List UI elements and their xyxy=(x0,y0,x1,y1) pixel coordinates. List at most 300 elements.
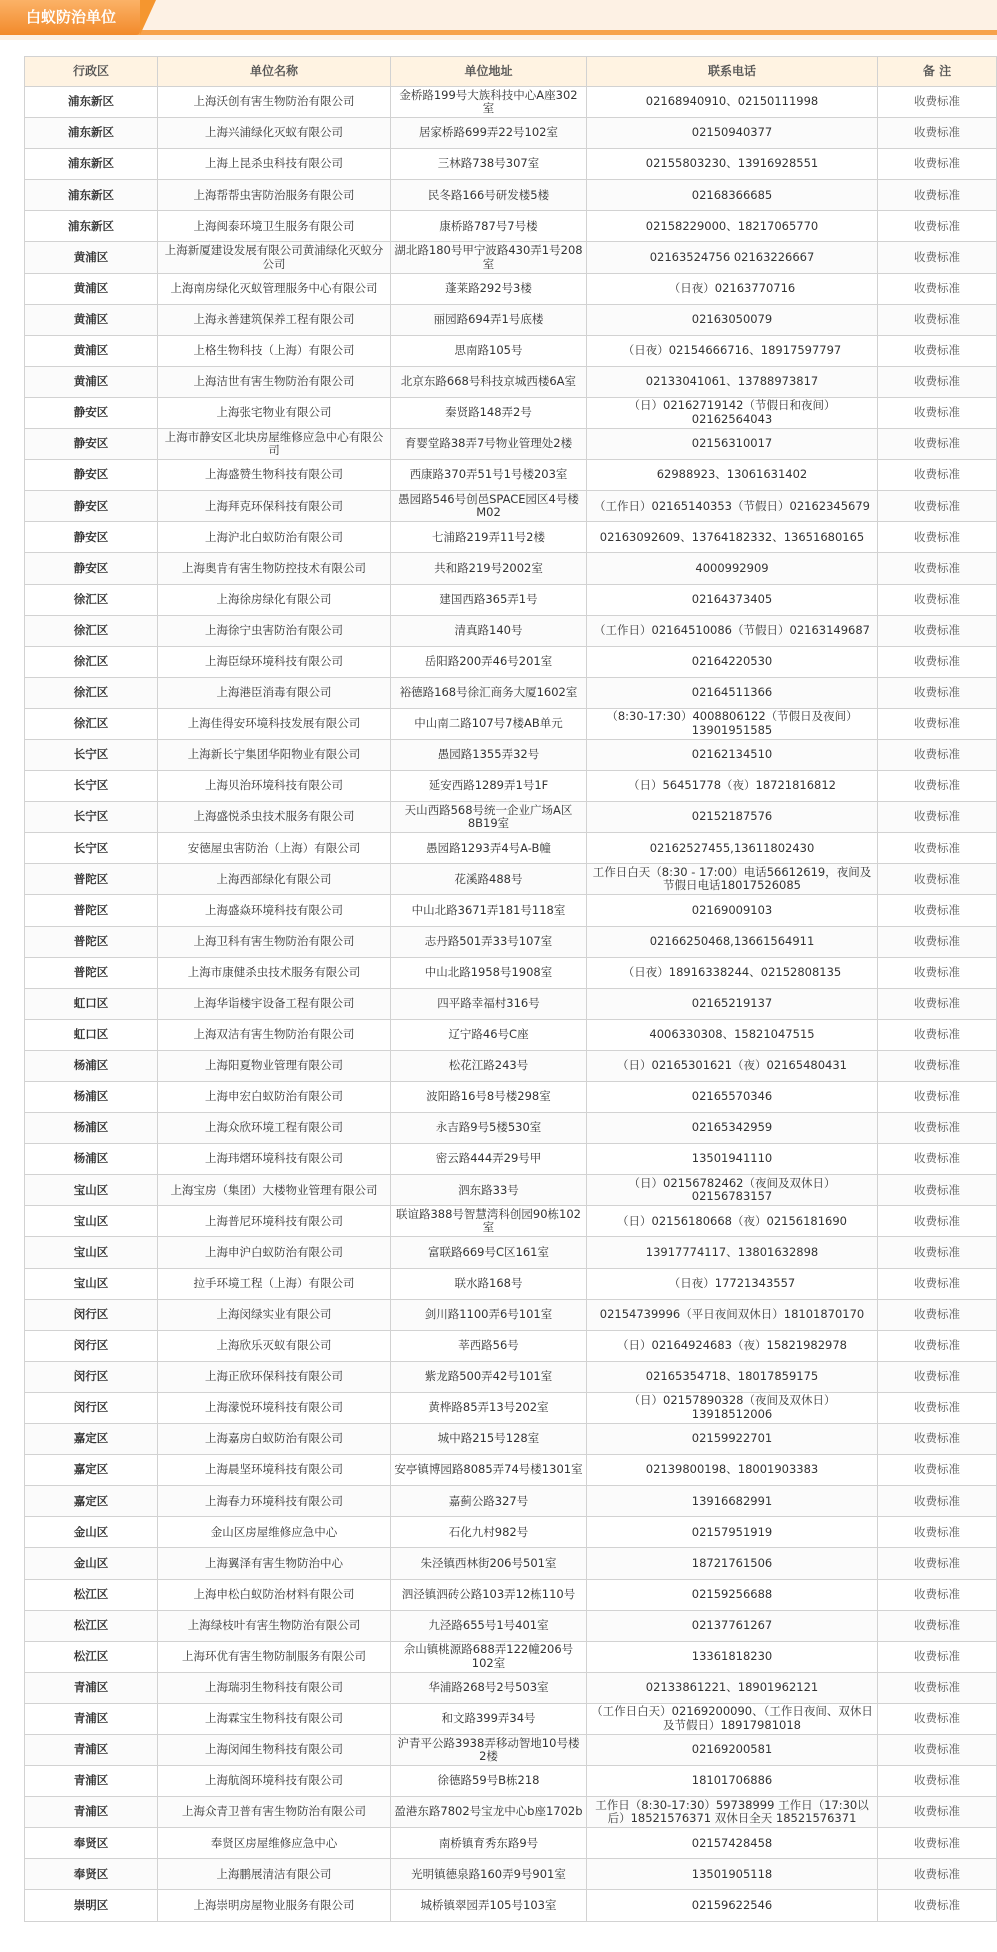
row-address: 七浦路219弄11号2楼 xyxy=(391,522,587,553)
row-address: 天山西路568号统一企业广场A区8B19室 xyxy=(391,802,587,833)
row-fee-link[interactable]: 收费标准 xyxy=(878,553,997,584)
row-address: 延安西路1289弄1号1F xyxy=(391,771,587,802)
row-fee-link[interactable]: 收费标准 xyxy=(878,429,997,460)
row-district: 金山区 xyxy=(25,1517,158,1548)
row-district: 静安区 xyxy=(25,522,158,553)
row-unit-name: 上海帮帮虫害防治服务有限公司 xyxy=(158,180,391,211)
table-row xyxy=(25,460,997,491)
row-address: 华浦路268号2号503室 xyxy=(391,1672,587,1703)
row-fee-link[interactable]: 收费标准 xyxy=(878,926,997,957)
row-address: 四平路幸福村316号 xyxy=(391,988,587,1019)
row-phone: 02163092609、13764182332、13651680165 xyxy=(587,522,878,553)
row-fee-link[interactable]: 收费标准 xyxy=(878,491,997,522)
row-district: 徐汇区 xyxy=(25,646,158,677)
table-row xyxy=(25,1113,997,1144)
row-phone: （日）02162719142（节假日和夜间）02162564043 xyxy=(587,397,878,428)
row-unit-name: 上海盛悦杀虫技术服务有限公司 xyxy=(158,802,391,833)
row-address: 永吉路9号5楼530室 xyxy=(391,1113,587,1144)
row-unit-name: 上海翼泽有害生物防治中心 xyxy=(158,1548,391,1579)
row-district: 闵行区 xyxy=(25,1299,158,1330)
row-address: 中山南二路107号7楼AB单元 xyxy=(391,708,587,739)
table-row xyxy=(25,211,997,242)
row-district: 金山区 xyxy=(25,1548,158,1579)
row-address: 辽宁路46号C座 xyxy=(391,1019,587,1050)
row-phone: 02162134510 xyxy=(587,739,878,770)
row-unit-name: 上海奥肯有害生物防控技术有限公司 xyxy=(158,553,391,584)
section-title-text: 白蚁防治单位 xyxy=(26,8,117,26)
row-fee-link[interactable]: 收费标准 xyxy=(878,366,997,397)
row-phone: 02155803230、13916928551 xyxy=(587,149,878,180)
row-fee-link[interactable]: 收费标准 xyxy=(878,460,997,491)
row-phone: （工作日）02164510086（节假日）02163149687 xyxy=(587,615,878,646)
row-fee-link[interactable]: 收费标准 xyxy=(878,1237,997,1268)
table-row xyxy=(25,646,997,677)
row-fee-link[interactable]: 收费标准 xyxy=(878,397,997,428)
row-fee-link[interactable]: 收费标准 xyxy=(878,87,997,118)
row-unit-name: 上海晨坚环境科技有限公司 xyxy=(158,1455,391,1486)
table-row xyxy=(25,273,997,304)
row-district: 浦东新区 xyxy=(25,118,158,149)
row-address: 泗泾镇泗砖公路103弄12栋110号 xyxy=(391,1579,587,1610)
row-fee-link[interactable]: 收费标准 xyxy=(878,708,997,739)
row-phone: 02165219137 xyxy=(587,988,878,1019)
row-fee-link[interactable]: 收费标准 xyxy=(878,273,997,304)
row-address: 石化九村982号 xyxy=(391,1517,587,1548)
row-unit-name: 上海闵绿实业有限公司 xyxy=(158,1299,391,1330)
row-phone: 02165342959 xyxy=(587,1113,878,1144)
row-unit-name: 上海永善建筑保养工程有限公司 xyxy=(158,304,391,335)
row-district: 嘉定区 xyxy=(25,1486,158,1517)
row-unit-name: 金山区房屋维修应急中心 xyxy=(158,1517,391,1548)
row-fee-link[interactable]: 收费标准 xyxy=(878,211,997,242)
row-phone: 18721761506 xyxy=(587,1548,878,1579)
row-district: 青浦区 xyxy=(25,1703,158,1734)
table-row xyxy=(25,833,997,864)
row-phone: 02169200581 xyxy=(587,1734,878,1765)
row-unit-name: 上海玮熠环境科技有限公司 xyxy=(158,1144,391,1175)
row-unit-name: 上海濛悦环境科技有限公司 xyxy=(158,1392,391,1423)
row-phone: 工作日白天（8:30 - 17:00）电话56612619，夜间及节假日电话18017526085 xyxy=(587,864,878,895)
table-row xyxy=(25,429,997,460)
row-district: 闵行区 xyxy=(25,1361,158,1392)
table-row xyxy=(25,491,997,522)
row-address: 莘西路56号 xyxy=(391,1330,587,1361)
table-row xyxy=(25,1579,997,1610)
row-phone: 02152187576 xyxy=(587,802,878,833)
row-fee-link[interactable]: 收费标准 xyxy=(878,1734,997,1765)
row-district: 长宁区 xyxy=(25,771,158,802)
row-unit-name: 上海市康健杀虫技术服务有限公司 xyxy=(158,957,391,988)
table-row xyxy=(25,118,997,149)
row-fee-link[interactable]: 收费标准 xyxy=(878,833,997,864)
row-phone: （日）02156180668（夜）02156181690 xyxy=(587,1206,878,1237)
row-phone: 62988923、13061631402 xyxy=(587,460,878,491)
row-unit-name: 上海环优有害生物防制服务有限公司 xyxy=(158,1641,391,1672)
row-unit-name: 上海崇明房屋物业服务有限公司 xyxy=(158,1890,391,1921)
row-district: 徐汇区 xyxy=(25,584,158,615)
row-address: 徐德路59号B栋218 xyxy=(391,1766,587,1797)
table-row xyxy=(25,1237,997,1268)
row-unit-name: 上海臣绿环境科技有限公司 xyxy=(158,646,391,677)
table-row xyxy=(25,1766,997,1797)
row-fee-link[interactable]: 收费标准 xyxy=(878,1610,997,1641)
row-phone: （8:30-17:30）4008806122（节假日及夜间）13901951585 xyxy=(587,708,878,739)
row-district: 徐汇区 xyxy=(25,615,158,646)
row-unit-name: 上海普尼环境科技有限公司 xyxy=(158,1206,391,1237)
row-unit-name: 上海盛焱环境科技有限公司 xyxy=(158,895,391,926)
row-unit-name: 上海洁世有害生物防治有限公司 xyxy=(158,366,391,397)
row-phone: 13917774117、13801632898 xyxy=(587,1237,878,1268)
row-address: 密云路444弄29号甲 xyxy=(391,1144,587,1175)
row-fee-link[interactable]: 收费标准 xyxy=(878,802,997,833)
col-phone: 联系电话 xyxy=(587,57,878,87)
row-unit-name: 上海瑞羽生物科技有限公司 xyxy=(158,1672,391,1703)
row-unit-name: 上海众青卫普有害生物防治有限公司 xyxy=(158,1797,391,1828)
row-phone: （工作日白天）02169200090、（工作日夜间、双休日及节假日）18917981018 xyxy=(587,1703,878,1734)
table-row xyxy=(25,1486,997,1517)
row-fee-link[interactable]: 收费标准 xyxy=(878,1299,997,1330)
row-phone: （日夜）18916338244、02152808135 xyxy=(587,957,878,988)
row-district: 闵行区 xyxy=(25,1392,158,1423)
row-address: 西康路370弄51号1号楼203室 xyxy=(391,460,587,491)
row-phone: 02133041061、13788973817 xyxy=(587,366,878,397)
row-phone: 4006330308、15821047515 xyxy=(587,1019,878,1050)
row-district: 普陀区 xyxy=(25,926,158,957)
row-phone: 02157951919 xyxy=(587,1517,878,1548)
row-district: 长宁区 xyxy=(25,833,158,864)
table-body xyxy=(25,87,997,1922)
table-row xyxy=(25,584,997,615)
row-phone: （工作日）02165140353（节假日）02162345679 xyxy=(587,491,878,522)
row-district: 黄浦区 xyxy=(25,273,158,304)
row-district: 宝山区 xyxy=(25,1237,158,1268)
table-header-row xyxy=(25,57,997,87)
row-district: 嘉定区 xyxy=(25,1424,158,1455)
row-address: 愚园路1355弄32号 xyxy=(391,739,587,770)
row-address: 嘉蓟公路327号 xyxy=(391,1486,587,1517)
row-address: 安亭镇博园路8085弄74号楼1301室 xyxy=(391,1455,587,1486)
row-phone: 13501905118 xyxy=(587,1859,878,1890)
row-district: 虹口区 xyxy=(25,1019,158,1050)
table-row xyxy=(25,895,997,926)
row-phone: 02133861221、18901962121 xyxy=(587,1672,878,1703)
row-unit-name: 上格生物科技（上海）有限公司 xyxy=(158,335,391,366)
row-fee-link[interactable]: 收费标准 xyxy=(878,646,997,677)
row-phone: 02163050079 xyxy=(587,304,878,335)
row-phone: 4000992909 xyxy=(587,553,878,584)
row-address: 联谊路388号智慧湾科创园90栋102室 xyxy=(391,1206,587,1237)
row-address: 康桥路787号7号楼 xyxy=(391,211,587,242)
row-fee-link[interactable]: 收费标准 xyxy=(878,1766,997,1797)
table-row xyxy=(25,1797,997,1828)
row-address: 湖北路180号甲宁波路430弄1号208室 xyxy=(391,242,587,273)
row-address: 佘山镇桃源路688弄122幢206号102室 xyxy=(391,1641,587,1672)
row-address: 中山北路1958号1908室 xyxy=(391,957,587,988)
section-header xyxy=(0,0,997,40)
row-phone: （日）56451778（夜）18721816812 xyxy=(587,771,878,802)
row-phone: （日）02157890328（夜间及双休日）13918512006 xyxy=(587,1392,878,1423)
row-address: 沪青平公路3938弄移动智地10号楼2楼 xyxy=(391,1734,587,1765)
row-unit-name: 上海宝房（集团）大楼物业管理有限公司 xyxy=(158,1175,391,1206)
row-phone: （日）02156782462（夜间及双休日）02156783157 xyxy=(587,1175,878,1206)
row-unit-name: 上海航阁环境科技有限公司 xyxy=(158,1766,391,1797)
row-phone: 02156310017 xyxy=(587,429,878,460)
row-phone: 02159256688 xyxy=(587,1579,878,1610)
row-fee-link[interactable]: 收费标准 xyxy=(878,1486,997,1517)
row-unit-name: 上海申松白蚁防治材料有限公司 xyxy=(158,1579,391,1610)
row-fee-link[interactable]: 收费标准 xyxy=(878,957,997,988)
row-fee-link[interactable]: 收费标准 xyxy=(878,1206,997,1237)
row-phone: 02154739996（平日夜间双休日）18101870170 xyxy=(587,1299,878,1330)
row-address: 思南路105号 xyxy=(391,335,587,366)
table-row xyxy=(25,1175,997,1206)
row-unit-name: 上海闽泰环境卫生服务有限公司 xyxy=(158,211,391,242)
row-unit-name: 上海阳夏物业管理有限公司 xyxy=(158,1050,391,1081)
row-unit-name: 上海欣乐灭蚁有限公司 xyxy=(158,1330,391,1361)
row-address: 花溪路488号 xyxy=(391,864,587,895)
row-fee-link[interactable]: 收费标准 xyxy=(878,1175,997,1206)
row-unit-name: 上海卫科有害生物防治有限公司 xyxy=(158,926,391,957)
row-address: 联水路168号 xyxy=(391,1268,587,1299)
table-row xyxy=(25,1050,997,1081)
row-phone: 02157428458 xyxy=(587,1828,878,1859)
row-phone: 02164373405 xyxy=(587,584,878,615)
row-unit-name: 上海西部绿化有限公司 xyxy=(158,864,391,895)
row-district: 松江区 xyxy=(25,1610,158,1641)
row-unit-name: 拉手环境工程（上海）有限公司 xyxy=(158,1268,391,1299)
row-district: 浦东新区 xyxy=(25,180,158,211)
row-unit-name: 上海闵闻生物科技有限公司 xyxy=(158,1734,391,1765)
row-address: 志丹路501弄33号107室 xyxy=(391,926,587,957)
row-fee-link[interactable]: 收费标准 xyxy=(878,1113,997,1144)
row-address: 居家桥路699弄22号102室 xyxy=(391,118,587,149)
table-row xyxy=(25,1517,997,1548)
row-district: 黄浦区 xyxy=(25,366,158,397)
row-unit-name: 上海沪北白蚁防治有限公司 xyxy=(158,522,391,553)
row-district: 徐汇区 xyxy=(25,708,158,739)
row-phone: （日）02165301621（夜）02165480431 xyxy=(587,1050,878,1081)
col-address: 单位地址 xyxy=(391,57,587,87)
row-address: 朱泾镇西林街206号501室 xyxy=(391,1548,587,1579)
row-fee-link[interactable]: 收费标准 xyxy=(878,988,997,1019)
row-phone: 02168366685 xyxy=(587,180,878,211)
table-row xyxy=(25,1734,997,1765)
table-row xyxy=(25,1144,997,1175)
row-fee-link[interactable]: 收费标准 xyxy=(878,1828,997,1859)
row-fee-link[interactable]: 收费标准 xyxy=(878,1330,997,1361)
row-address: 育婴堂路38弄7号物业管理处2楼 xyxy=(391,429,587,460)
row-address: 愚园路1293弄4号A-B幢 xyxy=(391,833,587,864)
row-fee-link[interactable]: 收费标准 xyxy=(878,1455,997,1486)
table-row xyxy=(25,1206,997,1237)
row-fee-link[interactable]: 收费标准 xyxy=(878,1641,997,1672)
row-address: 南桥镇育秀东路9号 xyxy=(391,1828,587,1859)
table-row xyxy=(25,180,997,211)
row-district: 杨浦区 xyxy=(25,1113,158,1144)
row-fee-link[interactable]: 收费标准 xyxy=(878,584,997,615)
row-phone: 02165354718、18017859175 xyxy=(587,1361,878,1392)
table-row xyxy=(25,1268,997,1299)
row-fee-link[interactable]: 收费标准 xyxy=(878,118,997,149)
row-district: 浦东新区 xyxy=(25,211,158,242)
table-row xyxy=(25,1361,997,1392)
row-fee-link[interactable]: 收费标准 xyxy=(878,180,997,211)
row-district: 宝山区 xyxy=(25,1268,158,1299)
row-district: 松江区 xyxy=(25,1579,158,1610)
table-row xyxy=(25,1672,997,1703)
table-row xyxy=(25,87,997,118)
row-district: 奉贤区 xyxy=(25,1828,158,1859)
table-row xyxy=(25,708,997,739)
row-fee-link[interactable]: 收费标准 xyxy=(878,1050,997,1081)
row-unit-name: 上海众欣环境工程有限公司 xyxy=(158,1113,391,1144)
row-district: 嘉定区 xyxy=(25,1455,158,1486)
row-address: 蓬莱路292号3楼 xyxy=(391,273,587,304)
row-district: 普陀区 xyxy=(25,864,158,895)
table-row xyxy=(25,522,997,553)
row-district: 松江区 xyxy=(25,1641,158,1672)
row-phone: （日夜）02154666716、18917597797 xyxy=(587,335,878,366)
table-row xyxy=(25,1330,997,1361)
row-unit-name: 上海华诣楼宇设备工程有限公司 xyxy=(158,988,391,1019)
col-district: 行政区 xyxy=(25,57,158,87)
row-district: 黄浦区 xyxy=(25,335,158,366)
row-fee-link[interactable]: 收费标准 xyxy=(878,1672,997,1703)
table-row xyxy=(25,149,997,180)
table-row xyxy=(25,1455,997,1486)
row-fee-link[interactable]: 收费标准 xyxy=(878,1890,997,1921)
table-row xyxy=(25,1859,997,1890)
row-fee-link[interactable]: 收费标准 xyxy=(878,1361,997,1392)
row-phone: 02150940377 xyxy=(587,118,878,149)
row-fee-link[interactable]: 收费标准 xyxy=(878,1392,997,1423)
table-row xyxy=(25,739,997,770)
row-fee-link[interactable]: 收费标准 xyxy=(878,242,997,273)
row-unit-name: 上海徐房绿化有限公司 xyxy=(158,584,391,615)
row-district: 黄浦区 xyxy=(25,242,158,273)
row-address: 清真路140号 xyxy=(391,615,587,646)
table-row xyxy=(25,397,997,428)
row-address: 黄桦路85弄13号202室 xyxy=(391,1392,587,1423)
row-phone: 工作日（8:30-17:30）59738999 工作日（17:30以后）18521576371 双休日全天 18521576371 xyxy=(587,1797,878,1828)
row-fee-link[interactable]: 收费标准 xyxy=(878,739,997,770)
row-fee-link[interactable]: 收费标准 xyxy=(878,1268,997,1299)
row-fee-link[interactable]: 收费标准 xyxy=(878,864,997,895)
row-unit-name: 上海新厦建设发展有限公司黄浦绿化灭蚁分公司 xyxy=(158,242,391,273)
row-fee-link[interactable]: 收费标准 xyxy=(878,615,997,646)
row-address: 富联路669号C区161室 xyxy=(391,1237,587,1268)
row-unit-name: 上海沃创有害生物防治有限公司 xyxy=(158,87,391,118)
row-phone: 02163524756 02163226667 xyxy=(587,242,878,273)
row-district: 宝山区 xyxy=(25,1206,158,1237)
row-address: 剑川路1100弄6号101室 xyxy=(391,1299,587,1330)
row-fee-link[interactable]: 收费标准 xyxy=(878,1144,997,1175)
row-district: 静安区 xyxy=(25,397,158,428)
table-row xyxy=(25,988,997,1019)
row-district: 长宁区 xyxy=(25,802,158,833)
row-unit-name: 上海港臣消毒有限公司 xyxy=(158,677,391,708)
table-row xyxy=(25,1828,997,1859)
row-phone: 02166250468,13661564911 xyxy=(587,926,878,957)
row-fee-link[interactable]: 收费标准 xyxy=(878,895,997,926)
col-note: 备 注 xyxy=(878,57,997,87)
table-row xyxy=(25,304,997,335)
row-unit-name: 上海嘉房白蚁防治有限公司 xyxy=(158,1424,391,1455)
row-fee-link[interactable]: 收费标准 xyxy=(878,1517,997,1548)
row-unit-name: 上海徐宁虫害防治有限公司 xyxy=(158,615,391,646)
row-district: 徐汇区 xyxy=(25,677,158,708)
row-fee-link[interactable]: 收费标准 xyxy=(878,522,997,553)
row-fee-link[interactable]: 收费标准 xyxy=(878,1082,997,1113)
row-address: 共和路219号2002室 xyxy=(391,553,587,584)
row-fee-link[interactable]: 收费标准 xyxy=(878,149,997,180)
row-address: 盈港东路7802号宝龙中心b座1702b xyxy=(391,1797,587,1828)
row-unit-name: 上海申宏白蚁防治有限公司 xyxy=(158,1082,391,1113)
row-address: 泗东路33号 xyxy=(391,1175,587,1206)
row-fee-link[interactable]: 收费标准 xyxy=(878,1019,997,1050)
row-phone: 02168940910、02150111998 xyxy=(587,87,878,118)
row-fee-link[interactable]: 收费标准 xyxy=(878,771,997,802)
row-fee-link[interactable]: 收费标准 xyxy=(878,1859,997,1890)
row-district: 青浦区 xyxy=(25,1734,158,1765)
row-phone: 02164511366 xyxy=(587,677,878,708)
table-row xyxy=(25,242,997,273)
table-row xyxy=(25,1299,997,1330)
row-fee-link[interactable]: 收费标准 xyxy=(878,335,997,366)
table-row xyxy=(25,771,997,802)
row-fee-link[interactable]: 收费标准 xyxy=(878,1703,997,1734)
table-row xyxy=(25,1392,997,1423)
row-district: 静安区 xyxy=(25,553,158,584)
row-phone: 02158229000、18217065770 xyxy=(587,211,878,242)
row-district: 青浦区 xyxy=(25,1672,158,1703)
row-fee-link[interactable]: 收费标准 xyxy=(878,1579,997,1610)
row-district: 杨浦区 xyxy=(25,1082,158,1113)
col-unit-name: 单位名称 xyxy=(158,57,391,87)
table-row xyxy=(25,1703,997,1734)
row-fee-link[interactable]: 收费标准 xyxy=(878,1548,997,1579)
table-row xyxy=(25,1610,997,1641)
row-phone: 18101706886 xyxy=(587,1766,878,1797)
row-unit-name: 上海贝治环境科技有限公司 xyxy=(158,771,391,802)
section-title xyxy=(0,0,140,35)
row-address: 紫龙路500弄42号101室 xyxy=(391,1361,587,1392)
row-address: 城中路215号128室 xyxy=(391,1424,587,1455)
row-district: 静安区 xyxy=(25,429,158,460)
table-row xyxy=(25,1641,997,1672)
row-address: 九泾路655号1号401室 xyxy=(391,1610,587,1641)
row-district: 崇明区 xyxy=(25,1890,158,1921)
table-row xyxy=(25,553,997,584)
row-district: 静安区 xyxy=(25,460,158,491)
row-fee-link[interactable]: 收费标准 xyxy=(878,677,997,708)
row-district: 普陀区 xyxy=(25,957,158,988)
row-address: 金桥路199号大族科技中心A座302室 xyxy=(391,87,587,118)
row-fee-link[interactable]: 收费标准 xyxy=(878,304,997,335)
row-phone: 13361818230 xyxy=(587,1641,878,1672)
row-fee-link[interactable]: 收费标准 xyxy=(878,1424,997,1455)
row-unit-name: 上海上昆杀虫科技有限公司 xyxy=(158,149,391,180)
row-address: 波阳路16号8号楼298室 xyxy=(391,1082,587,1113)
row-unit-name: 上海正欣环保科技有限公司 xyxy=(158,1361,391,1392)
table-row xyxy=(25,1890,997,1921)
table-row xyxy=(25,802,997,833)
row-unit-name: 上海霖宝生物科技有限公司 xyxy=(158,1703,391,1734)
row-address: 三林路738号307室 xyxy=(391,149,587,180)
tab-ribbon xyxy=(140,0,156,35)
row-fee-link[interactable]: 收费标准 xyxy=(878,1797,997,1828)
row-phone: 02164220530 xyxy=(587,646,878,677)
